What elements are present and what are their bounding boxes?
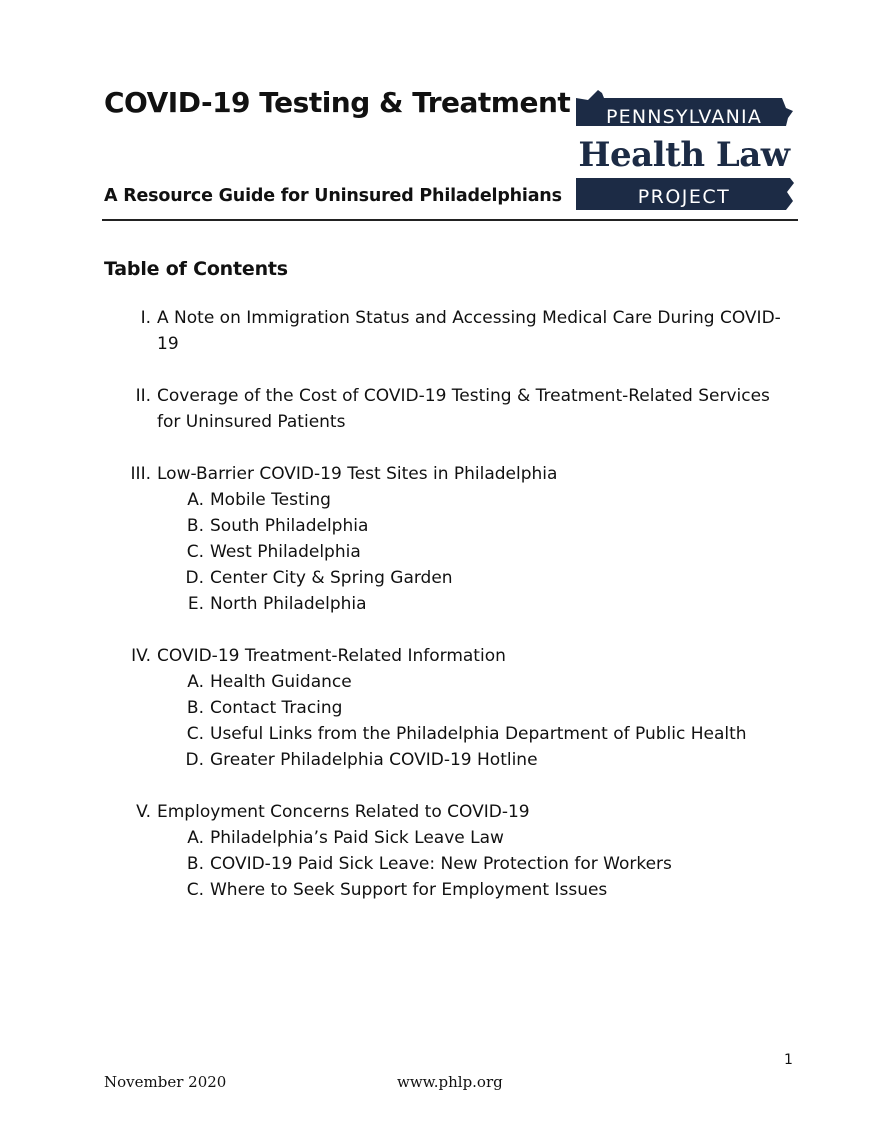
toc-subsection-label: Health Guidance	[210, 672, 352, 692]
toc-section-number: III.	[130, 464, 151, 484]
toc-subsection-letter: A.	[187, 490, 204, 510]
logo-line-pennsylvania: PENNSYLVANIA	[605, 106, 763, 128]
toc-section-number: II.	[135, 386, 151, 406]
toc-subsection-letter: A.	[187, 672, 204, 692]
toc-section-row	[0, 799, 797, 825]
footer-date: November 2020	[104, 1073, 227, 1091]
toc-section-row	[0, 305, 797, 357]
document-title: COVID-19 Testing & Treatment	[104, 86, 571, 119]
toc-section-number: V.	[136, 802, 151, 822]
toc-subsection-letter: B.	[186, 854, 204, 874]
toc-section-title: Low-Barrier COVID-19 Test Sites in Philadelphia	[157, 464, 558, 484]
toc-subsection-item	[0, 591, 894, 617]
logo-line-health-law: Health Law	[578, 135, 790, 175]
toc-subsection-item	[0, 851, 894, 877]
toc-subsection-label: South Philadelphia	[210, 516, 369, 536]
toc-subsection-item	[0, 539, 894, 565]
toc-subsection-label: Contact Tracing	[210, 698, 343, 718]
toc-subsection-item	[0, 721, 894, 747]
toc-subsection-letter: B.	[186, 516, 204, 536]
toc-subsection-item	[0, 669, 894, 695]
table-of-contents	[0, 305, 894, 929]
toc-subsection-letter: C.	[186, 724, 204, 744]
toc-section	[0, 305, 894, 357]
toc-subsection-letter: E.	[187, 594, 204, 614]
toc-section-title: COVID-19 Treatment-Related Information	[157, 646, 506, 666]
toc-subsection-label: Mobile Testing	[210, 490, 331, 510]
toc-subsection-item	[0, 695, 894, 721]
toc-heading: Table of Contents	[104, 258, 288, 280]
toc-section-row	[0, 643, 797, 669]
toc-subsection-item	[0, 487, 894, 513]
phlp-logo	[572, 88, 796, 214]
toc-subsection-item	[0, 877, 894, 903]
toc-subsection-letter: C.	[186, 880, 204, 900]
toc-section-number: I.	[140, 308, 151, 328]
footer-url: www.phlp.org	[397, 1073, 503, 1091]
toc-subsection-label: West Philadelphia	[210, 542, 361, 562]
toc-section-title: A Note on Immigration Status and Accessing Medical Care During COVID-19	[157, 308, 781, 354]
toc-subsection-label: Philadelphia’s Paid Sick Leave Law	[210, 828, 504, 848]
toc-subsection-item	[0, 565, 894, 591]
toc-subsection-letter: B.	[186, 698, 204, 718]
toc-section-row	[0, 461, 797, 487]
toc-section-title: Employment Concerns Related to COVID-19	[157, 802, 530, 822]
toc-subsection-letter: C.	[186, 542, 204, 562]
toc-subsection-label: Useful Links from the Philadelphia Department of Public Health	[210, 724, 747, 744]
toc-subsection-item	[0, 513, 894, 539]
toc-subsection-item	[0, 747, 894, 773]
toc-subsection-label: COVID-19 Paid Sick Leave: New Protection for Workers	[210, 854, 672, 874]
header-divider	[102, 219, 798, 221]
toc-section-row	[0, 383, 797, 435]
toc-subsection-label: North Philadelphia	[210, 594, 367, 614]
toc-section-title: Coverage of the Cost of COVID-19 Testing & Treatment-Related Services for Uninsured Patients	[157, 386, 770, 432]
toc-subsection-list	[0, 487, 894, 617]
toc-section	[0, 383, 894, 435]
toc-subsection-letter: A.	[187, 828, 204, 848]
logo-line-project: PROJECT	[637, 186, 731, 208]
toc-subsection-list	[0, 669, 894, 773]
toc-subsection-letter: D.	[185, 568, 204, 588]
toc-subsection-letter: D.	[185, 750, 204, 770]
toc-subsection-label: Where to Seek Support for Employment Issues	[210, 880, 608, 900]
toc-subsection-list	[0, 825, 894, 903]
document-subtitle: A Resource Guide for Uninsured Philadelphians	[104, 186, 562, 206]
toc-subsection-label: Greater Philadelphia COVID-19 Hotline	[210, 750, 538, 770]
toc-subsection-label: Center City & Spring Garden	[210, 568, 453, 588]
toc-section	[0, 461, 894, 617]
toc-subsection-item	[0, 825, 894, 851]
toc-section	[0, 643, 894, 773]
toc-section	[0, 799, 894, 903]
toc-section-number: IV.	[131, 646, 151, 666]
page-number: 1	[784, 1052, 793, 1068]
